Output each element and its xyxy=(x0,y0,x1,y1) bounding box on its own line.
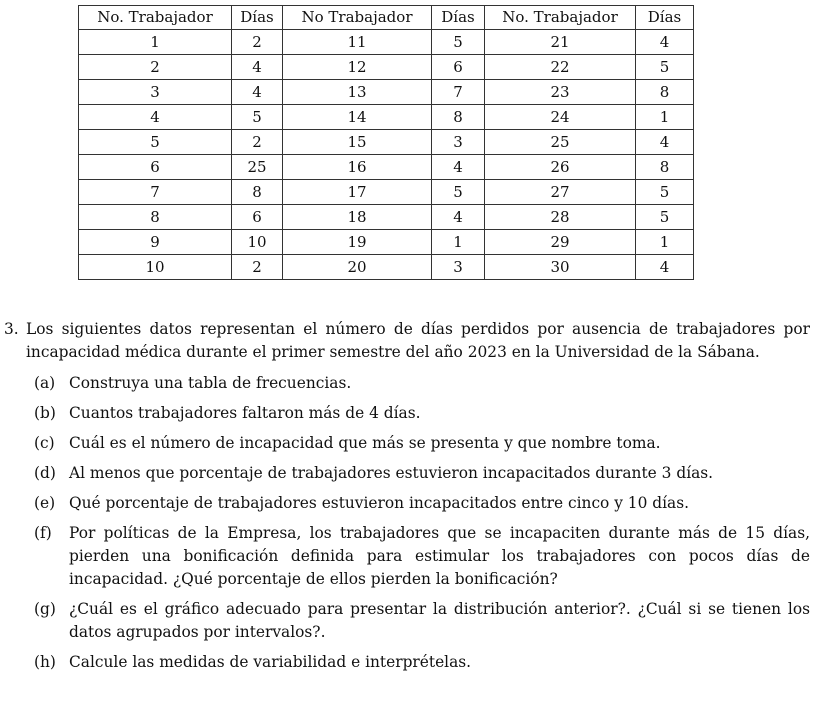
question-item xyxy=(4,402,810,425)
worker-number-cell: 7 xyxy=(79,180,232,205)
worker-number-cell: 29 xyxy=(485,230,636,255)
worker-number-cell: 24 xyxy=(485,105,636,130)
table-body xyxy=(79,30,694,280)
question-item xyxy=(4,372,810,395)
header-worker-number: No Trabajador xyxy=(283,6,432,30)
days-cell: 4 xyxy=(636,255,694,280)
worker-number-cell: 12 xyxy=(283,55,432,80)
days-cell: 25 xyxy=(232,155,283,180)
days-cell: 2 xyxy=(232,130,283,155)
question-item xyxy=(4,651,810,674)
table-row xyxy=(79,30,694,55)
question-label: (h) xyxy=(34,653,56,671)
worker-number-cell: 30 xyxy=(485,255,636,280)
question-label: (b) xyxy=(34,404,56,422)
worker-number-cell: 22 xyxy=(485,55,636,80)
header-worker-number: No. Trabajador xyxy=(485,6,636,30)
days-cell: 8 xyxy=(636,155,694,180)
days-cell: 10 xyxy=(232,230,283,255)
table-row xyxy=(79,180,694,205)
worker-number-cell: 19 xyxy=(283,230,432,255)
question-label: (e) xyxy=(34,494,56,512)
worker-number-cell: 4 xyxy=(79,105,232,130)
days-cell: 5 xyxy=(636,180,694,205)
days-cell: 1 xyxy=(636,230,694,255)
question-item xyxy=(4,598,810,644)
table-row xyxy=(79,205,694,230)
worker-number-cell: 6 xyxy=(79,155,232,180)
days-cell: 2 xyxy=(232,255,283,280)
question-item xyxy=(4,492,810,515)
worker-number-cell: 1 xyxy=(79,30,232,55)
worker-number-cell: 2 xyxy=(79,55,232,80)
table-row xyxy=(79,155,694,180)
days-cell: 6 xyxy=(432,55,485,80)
days-cell: 5 xyxy=(432,30,485,55)
days-cell: 8 xyxy=(432,105,485,130)
days-cell: 5 xyxy=(636,205,694,230)
worker-number-cell: 11 xyxy=(283,30,432,55)
question-item xyxy=(4,462,810,485)
question-text: Cuál es el número de incapacidad que más se presenta y que nombre toma. xyxy=(69,434,661,452)
days-cell: 8 xyxy=(636,80,694,105)
worker-number-cell: 28 xyxy=(485,205,636,230)
table-row xyxy=(79,80,694,105)
question-text: Al menos que porcentaje de trabajadores estuvieron incapacitados durante 3 días. xyxy=(69,464,714,482)
worker-number-cell: 13 xyxy=(283,80,432,105)
days-cell: 4 xyxy=(432,155,485,180)
table-header-row xyxy=(79,6,694,30)
days-cell: 1 xyxy=(636,105,694,130)
days-cell: 4 xyxy=(636,30,694,55)
table-row xyxy=(79,55,694,80)
days-cell: 2 xyxy=(232,30,283,55)
days-cell: 5 xyxy=(232,105,283,130)
question-text: Cuantos trabajadores faltaron más de 4 días. xyxy=(69,404,421,422)
days-cell: 4 xyxy=(232,55,283,80)
question-item xyxy=(4,522,810,591)
worker-number-cell: 26 xyxy=(485,155,636,180)
worker-number-cell: 27 xyxy=(485,180,636,205)
worker-number-cell: 8 xyxy=(79,205,232,230)
days-cell: 6 xyxy=(232,205,283,230)
days-cell: 5 xyxy=(432,180,485,205)
days-cell: 1 xyxy=(432,230,485,255)
worker-number-cell: 9 xyxy=(79,230,232,255)
days-cell: 5 xyxy=(636,55,694,80)
question-label: (d) xyxy=(34,464,56,482)
header-days: Días xyxy=(432,6,485,30)
days-cell: 3 xyxy=(432,130,485,155)
worker-number-cell: 5 xyxy=(79,130,232,155)
header-days: Días xyxy=(232,6,283,30)
days-cell: 3 xyxy=(432,255,485,280)
worker-number-cell: 10 xyxy=(79,255,232,280)
days-lost-table xyxy=(78,5,694,280)
header-days: Días xyxy=(636,6,694,30)
worker-number-cell: 16 xyxy=(283,155,432,180)
days-cell: 4 xyxy=(636,130,694,155)
problem-number: 3. xyxy=(4,320,19,338)
question-text: Por políticas de la Empresa, los trabajadores que se incapaciten durante más de 15 días, pierden una bonificación definida para estimular los trabajadores con pocos días de incapacidad. ¿Qué porcentaje de ellos pierden la bonificación? xyxy=(69,524,810,588)
table-row xyxy=(79,255,694,280)
table-row xyxy=(79,130,694,155)
worker-number-cell: 21 xyxy=(485,30,636,55)
worker-number-cell: 18 xyxy=(283,205,432,230)
question-text: Calcule las medidas de variabilidad e interprételas. xyxy=(69,653,472,671)
problem-3 xyxy=(4,318,810,681)
question-label: (g) xyxy=(34,600,56,618)
question-text: Construya una tabla de frecuencias. xyxy=(69,374,352,392)
question-label: (c) xyxy=(34,434,55,452)
worker-number-cell: 15 xyxy=(283,130,432,155)
days-cell: 7 xyxy=(432,80,485,105)
question-label: (a) xyxy=(34,374,56,392)
question-item xyxy=(4,432,810,455)
question-list xyxy=(4,372,810,674)
question-text: Qué porcentaje de trabajadores estuvieron incapacitados entre cinco y 10 días. xyxy=(69,494,690,512)
table-row xyxy=(79,105,694,130)
worker-number-cell: 20 xyxy=(283,255,432,280)
worker-number-cell: 14 xyxy=(283,105,432,130)
days-cell: 4 xyxy=(232,80,283,105)
days-cell: 4 xyxy=(432,205,485,230)
header-worker-number: No. Trabajador xyxy=(79,6,232,30)
worker-number-cell: 17 xyxy=(283,180,432,205)
question-label: (f) xyxy=(34,524,52,542)
worker-number-cell: 3 xyxy=(79,80,232,105)
worker-number-cell: 23 xyxy=(485,80,636,105)
days-cell: 8 xyxy=(232,180,283,205)
problem-intro: Los siguientes datos representan el número de días perdidos por ausencia de trabajadores por incapacidad médica durante el primer semestre del año 2023 en la Universidad de la Sábana. xyxy=(26,320,810,361)
question-text: ¿Cuál es el gráfico adecuado para presentar la distribución anterior?. ¿Cuál si se tienen los datos agrupados por intervalos?. xyxy=(69,600,810,641)
worker-number-cell: 25 xyxy=(485,130,636,155)
table-row xyxy=(79,230,694,255)
